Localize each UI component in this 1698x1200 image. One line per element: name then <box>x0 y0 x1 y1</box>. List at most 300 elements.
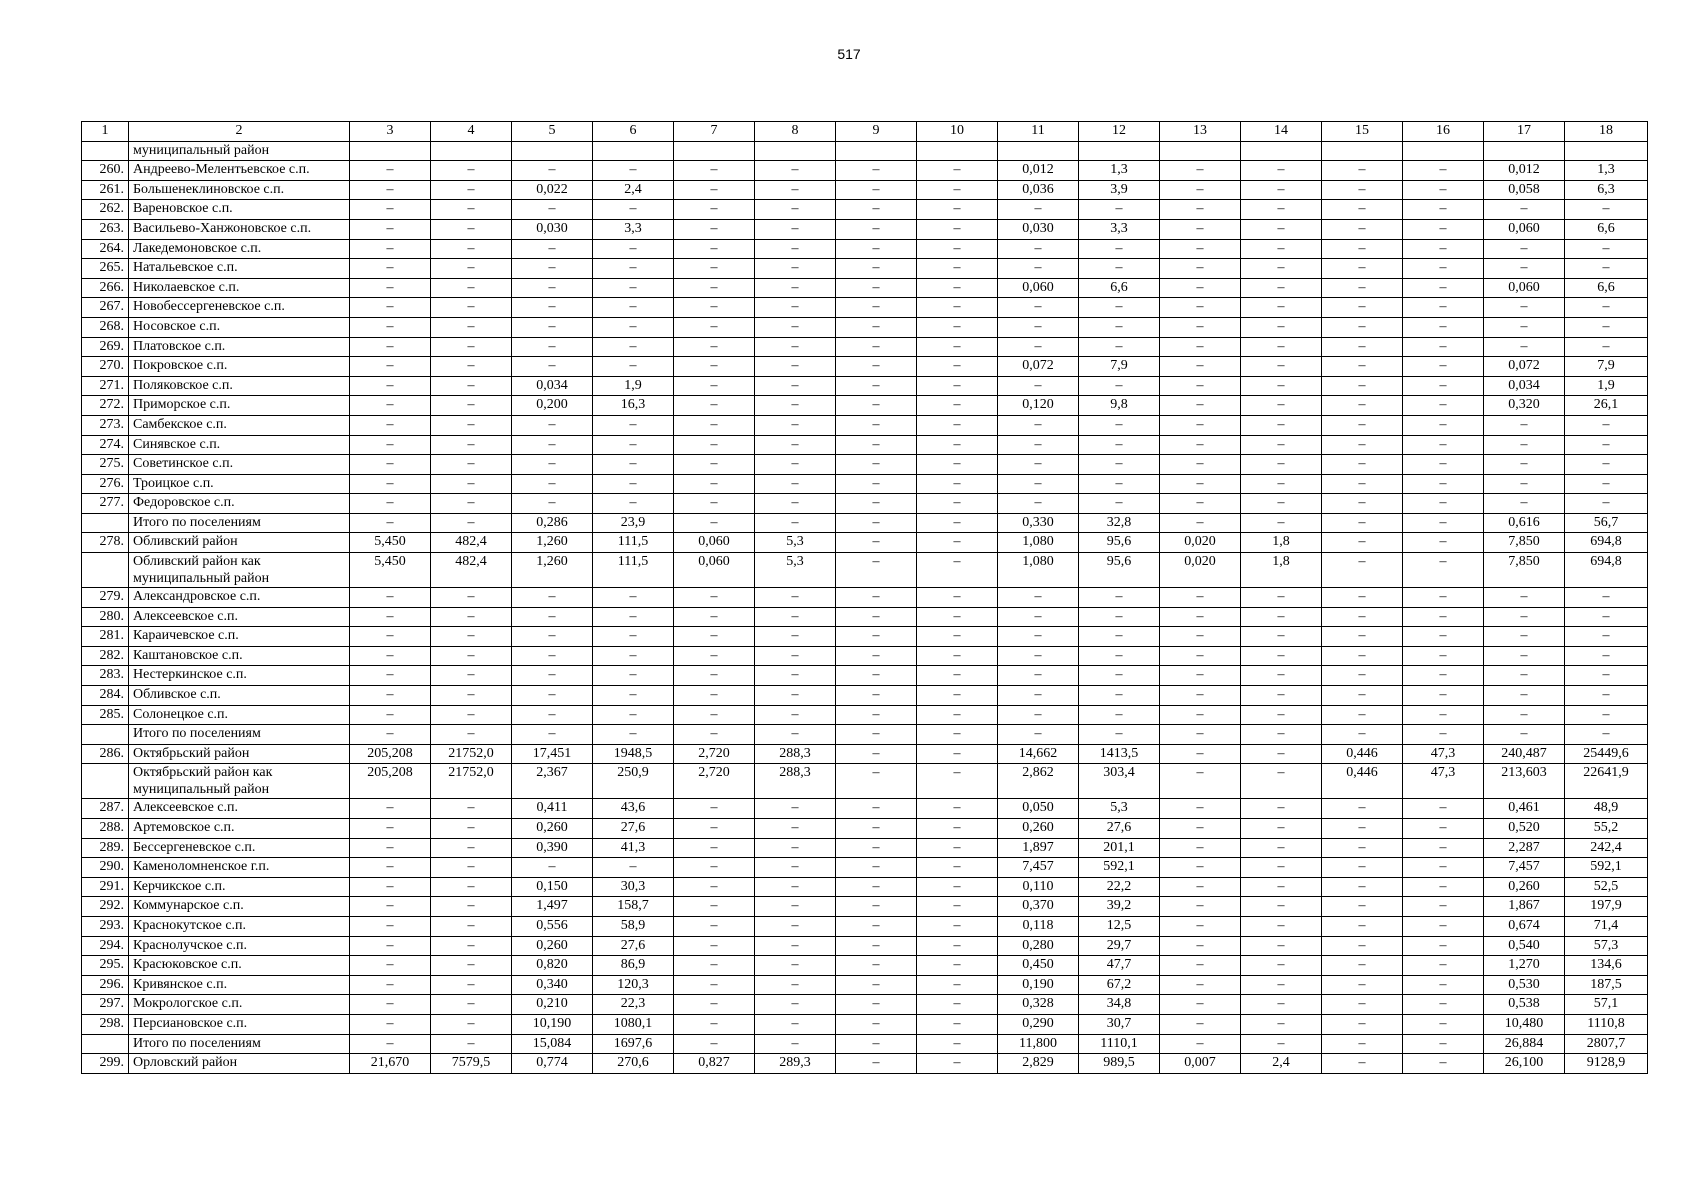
row-name: Мокрологское с.п. <box>129 995 350 1015</box>
table-cell: – <box>1565 607 1648 627</box>
table-row <box>82 376 1648 396</box>
column-header: 17 <box>1484 122 1565 142</box>
table-cell: – <box>674 936 755 956</box>
table-cell: – <box>593 161 674 181</box>
table-cell: 0,328 <box>998 995 1079 1015</box>
table-cell: – <box>512 494 593 514</box>
row-name: Алексеевское с.п. <box>129 799 350 819</box>
table-cell: 2,4 <box>1241 1054 1322 1074</box>
row-number <box>82 141 129 161</box>
table-row <box>82 278 1648 298</box>
table-cell: – <box>1241 897 1322 917</box>
table-cell: – <box>431 627 512 647</box>
row-number <box>82 553 129 588</box>
table-cell: 26,100 <box>1484 1054 1565 1074</box>
table-cell: – <box>350 219 431 239</box>
table-cell: – <box>1322 588 1403 608</box>
table-cell: 0,034 <box>512 376 593 396</box>
table-cell: – <box>1241 1014 1322 1034</box>
row-number: 281. <box>82 627 129 647</box>
table-cell: – <box>998 259 1079 279</box>
table-cell: – <box>1241 1034 1322 1054</box>
table-cell: – <box>593 298 674 318</box>
table-cell: 213,603 <box>1484 764 1565 799</box>
table-cell: – <box>1241 161 1322 181</box>
table-cell: – <box>674 455 755 475</box>
table-cell: 205,208 <box>350 744 431 764</box>
table-cell: – <box>1241 317 1322 337</box>
table-cell: 95,6 <box>1079 553 1160 588</box>
table-cell: – <box>512 705 593 725</box>
table-row <box>82 1014 1648 1034</box>
table-cell: 1,260 <box>512 553 593 588</box>
table-cell: – <box>836 396 917 416</box>
table-cell: – <box>1565 435 1648 455</box>
table-cell: – <box>1322 396 1403 416</box>
table-cell: 0,320 <box>1484 396 1565 416</box>
table-cell: – <box>512 357 593 377</box>
table-cell: – <box>674 725 755 745</box>
row-name: Каштановское с.п. <box>129 646 350 666</box>
table-cell: – <box>1565 239 1648 259</box>
table-cell: – <box>1322 799 1403 819</box>
table-cell: 2807,7 <box>1565 1034 1648 1054</box>
table-cell: – <box>917 219 998 239</box>
table-cell: – <box>350 995 431 1015</box>
table-cell: 187,5 <box>1565 975 1648 995</box>
table-cell: – <box>998 686 1079 706</box>
table-cell: – <box>674 494 755 514</box>
table-cell: 47,7 <box>1079 956 1160 976</box>
table-cell: – <box>1565 705 1648 725</box>
table-cell: – <box>512 588 593 608</box>
table-cell: – <box>674 897 755 917</box>
table-cell: 0,390 <box>512 838 593 858</box>
table-cell: – <box>755 200 836 220</box>
row-number: 278. <box>82 533 129 553</box>
row-name: Артемовское с.п. <box>129 819 350 839</box>
table-cell: 1,9 <box>593 376 674 396</box>
table-cell: – <box>917 975 998 995</box>
table-cell: 482,4 <box>431 553 512 588</box>
table-cell: – <box>1484 607 1565 627</box>
table-cell: – <box>674 1034 755 1054</box>
table-row <box>82 513 1648 533</box>
table-cell: – <box>1079 455 1160 475</box>
table-cell: – <box>1565 474 1648 494</box>
row-name: Орловский район <box>129 1054 350 1074</box>
table-cell: – <box>998 435 1079 455</box>
table-cell: 16,3 <box>593 396 674 416</box>
table-cell: – <box>350 415 431 435</box>
row-name: Андреево-Мелентьевское с.п. <box>129 161 350 181</box>
row-name: Троицкое с.п. <box>129 474 350 494</box>
table-cell: – <box>1241 376 1322 396</box>
table-cell: 48,9 <box>1565 799 1648 819</box>
table-cell: 7,850 <box>1484 553 1565 588</box>
table-row <box>82 239 1648 259</box>
table-cell: – <box>755 588 836 608</box>
table-cell: – <box>917 357 998 377</box>
table-cell: 120,3 <box>593 975 674 995</box>
row-name: Алексеевское с.п. <box>129 607 350 627</box>
row-number: 274. <box>82 435 129 455</box>
table-row <box>82 666 1648 686</box>
table-row <box>82 725 1648 745</box>
table-cell: – <box>1160 877 1241 897</box>
table-cell: – <box>674 396 755 416</box>
table-cell: – <box>593 455 674 475</box>
table-cell: – <box>1160 337 1241 357</box>
table-cell: – <box>1322 278 1403 298</box>
table-cell: – <box>1403 435 1484 455</box>
table-cell: – <box>1322 415 1403 435</box>
table-cell: – <box>1403 975 1484 995</box>
table-cell: 27,6 <box>593 936 674 956</box>
table-cell: – <box>674 686 755 706</box>
table-row <box>82 819 1648 839</box>
row-name: Александровское с.п. <box>129 588 350 608</box>
table-cell: – <box>1403 553 1484 588</box>
row-number <box>82 764 129 799</box>
table-cell: – <box>1241 219 1322 239</box>
table-cell: – <box>350 877 431 897</box>
table-cell: 0,060 <box>674 533 755 553</box>
row-number: 264. <box>82 239 129 259</box>
table-cell: 15,084 <box>512 1034 593 1054</box>
table-cell: 0,411 <box>512 799 593 819</box>
table-cell: 6,3 <box>1565 180 1648 200</box>
table-cell: – <box>350 916 431 936</box>
table-row <box>82 916 1648 936</box>
table-cell: – <box>1322 317 1403 337</box>
table-cell: 592,1 <box>1079 858 1160 878</box>
table-cell: – <box>755 646 836 666</box>
table-cell: – <box>836 435 917 455</box>
table-cell: – <box>1403 858 1484 878</box>
table-cell: – <box>431 838 512 858</box>
row-number: 289. <box>82 838 129 858</box>
table-cell: – <box>1403 298 1484 318</box>
table-cell: – <box>998 588 1079 608</box>
table-cell: 0,210 <box>512 995 593 1015</box>
table-cell: 9128,9 <box>1565 1054 1648 1074</box>
table-cell: – <box>674 858 755 878</box>
table-cell: – <box>1160 298 1241 318</box>
table-cell: – <box>1241 200 1322 220</box>
table-cell: 22,3 <box>593 995 674 1015</box>
table-cell: – <box>350 239 431 259</box>
table-cell: – <box>431 200 512 220</box>
table-cell: – <box>1403 607 1484 627</box>
table-cell: 0,280 <box>998 936 1079 956</box>
table-cell: – <box>917 1034 998 1054</box>
table-row <box>82 588 1648 608</box>
table-cell: – <box>755 877 836 897</box>
table-cell: – <box>1322 819 1403 839</box>
table-row <box>82 415 1648 435</box>
table-cell: – <box>512 337 593 357</box>
row-number: 286. <box>82 744 129 764</box>
table-cell: 30,7 <box>1079 1014 1160 1034</box>
table-cell: – <box>1160 764 1241 799</box>
table-cell: – <box>1241 607 1322 627</box>
table-cell: – <box>836 646 917 666</box>
table-row <box>82 764 1648 799</box>
row-name: Красюковское с.п. <box>129 956 350 976</box>
table-row <box>82 936 1648 956</box>
table-cell: – <box>836 858 917 878</box>
table-cell: – <box>431 607 512 627</box>
row-number: 260. <box>82 161 129 181</box>
row-number: 299. <box>82 1054 129 1074</box>
table-cell: – <box>593 607 674 627</box>
table-cell: – <box>431 259 512 279</box>
table-cell: 1,3 <box>1565 161 1648 181</box>
table-cell: – <box>431 956 512 976</box>
table-cell: – <box>1241 239 1322 259</box>
table-cell: – <box>1160 161 1241 181</box>
table-cell: 26,884 <box>1484 1034 1565 1054</box>
table-cell: – <box>1322 1034 1403 1054</box>
table-cell: – <box>1241 838 1322 858</box>
table-cell: – <box>674 200 755 220</box>
table-cell: – <box>917 897 998 917</box>
table-cell: – <box>998 200 1079 220</box>
table-cell: – <box>1403 1014 1484 1034</box>
table-cell: – <box>755 956 836 976</box>
table-cell: 1697,6 <box>593 1034 674 1054</box>
table-cell: – <box>917 799 998 819</box>
table-cell: – <box>1403 1034 1484 1054</box>
table-cell: – <box>917 455 998 475</box>
row-name: Каменоломненское г.п. <box>129 858 350 878</box>
table-cell: – <box>1403 588 1484 608</box>
table-cell: – <box>512 725 593 745</box>
table-cell: – <box>1160 588 1241 608</box>
table-cell <box>350 141 431 161</box>
table-cell: – <box>836 975 917 995</box>
table-cell: – <box>1322 1014 1403 1034</box>
table-cell: 2,287 <box>1484 838 1565 858</box>
table-cell: 303,4 <box>1079 764 1160 799</box>
table-cell: – <box>1079 705 1160 725</box>
table-cell: 592,1 <box>1565 858 1648 878</box>
table-cell <box>431 141 512 161</box>
table-cell: – <box>1160 1014 1241 1034</box>
table-cell: 0,007 <box>1160 1054 1241 1074</box>
table-cell: – <box>1079 415 1160 435</box>
table-cell: – <box>1079 646 1160 666</box>
table-cell: – <box>593 200 674 220</box>
table-cell: – <box>350 838 431 858</box>
table-cell: 6,6 <box>1565 219 1648 239</box>
table-cell: – <box>1403 838 1484 858</box>
row-number: 277. <box>82 494 129 514</box>
table-cell: – <box>1403 337 1484 357</box>
table-cell: – <box>350 686 431 706</box>
column-header: 10 <box>917 122 998 142</box>
table-cell: 0,540 <box>1484 936 1565 956</box>
table-cell: – <box>836 474 917 494</box>
table-cell: 1,897 <box>998 838 1079 858</box>
table-cell: – <box>1079 474 1160 494</box>
table-cell: – <box>1403 1054 1484 1074</box>
table-cell <box>1403 141 1484 161</box>
table-cell: – <box>1565 725 1648 745</box>
row-number: 267. <box>82 298 129 318</box>
table-cell: – <box>1484 474 1565 494</box>
table-cell: – <box>1565 646 1648 666</box>
row-number: 282. <box>82 646 129 666</box>
table-cell: – <box>1322 180 1403 200</box>
row-name: Караичевское с.п. <box>129 627 350 647</box>
table-cell: – <box>512 278 593 298</box>
table-cell: 0,012 <box>998 161 1079 181</box>
table-cell: – <box>674 219 755 239</box>
table-cell: 0,030 <box>512 219 593 239</box>
table-cell: – <box>1322 474 1403 494</box>
table-cell: – <box>674 376 755 396</box>
row-name: Натальевское с.п. <box>129 259 350 279</box>
row-name: Николаевское с.п. <box>129 278 350 298</box>
table-cell: 6,6 <box>1565 278 1648 298</box>
table-cell: – <box>1079 259 1160 279</box>
row-name: Краснолучское с.п. <box>129 936 350 956</box>
table-cell: – <box>1322 494 1403 514</box>
table-cell: – <box>593 686 674 706</box>
table-cell: – <box>512 686 593 706</box>
table-cell: – <box>836 239 917 259</box>
table-cell: – <box>1565 337 1648 357</box>
table-cell: – <box>350 646 431 666</box>
table-cell: – <box>1079 200 1160 220</box>
table-cell: – <box>755 838 836 858</box>
table-row <box>82 838 1648 858</box>
row-number: 293. <box>82 916 129 936</box>
table-row <box>82 337 1648 357</box>
table-body <box>82 141 1648 1073</box>
table-cell: – <box>836 513 917 533</box>
table-cell: 0,110 <box>998 877 1079 897</box>
table-cell: – <box>1241 278 1322 298</box>
table-cell: – <box>674 357 755 377</box>
table-cell: 95,6 <box>1079 533 1160 553</box>
table-cell: – <box>1565 200 1648 220</box>
table-cell: – <box>512 607 593 627</box>
table-cell: – <box>836 533 917 553</box>
table-cell: – <box>836 337 917 357</box>
table-cell: – <box>1160 686 1241 706</box>
table-cell: 47,3 <box>1403 744 1484 764</box>
table-cell: – <box>350 474 431 494</box>
table-cell: – <box>1403 725 1484 745</box>
table-cell: 7,9 <box>1565 357 1648 377</box>
row-number: 291. <box>82 877 129 897</box>
table-cell: – <box>1322 259 1403 279</box>
row-number: 288. <box>82 819 129 839</box>
table-cell: 1110,1 <box>1079 1034 1160 1054</box>
table-row <box>82 956 1648 976</box>
table-cell: – <box>1241 995 1322 1015</box>
table-cell: 1,3 <box>1079 161 1160 181</box>
table-row <box>82 141 1648 161</box>
table-cell: – <box>1322 357 1403 377</box>
table-cell: – <box>1484 317 1565 337</box>
table-cell: – <box>674 995 755 1015</box>
column-header: 4 <box>431 122 512 142</box>
table-cell: – <box>1160 219 1241 239</box>
page-number: 517 <box>837 46 861 62</box>
table-cell: – <box>1322 936 1403 956</box>
table-cell: 26,1 <box>1565 396 1648 416</box>
table-cell: – <box>431 239 512 259</box>
data-table <box>81 121 1648 1074</box>
row-number: 269. <box>82 337 129 357</box>
table-cell: 2,829 <box>998 1054 1079 1074</box>
table-cell: – <box>1322 1054 1403 1074</box>
table-cell: – <box>836 259 917 279</box>
row-name: Советинское с.п. <box>129 455 350 475</box>
table-cell: – <box>1160 799 1241 819</box>
table-cell: – <box>431 317 512 337</box>
table-cell: – <box>917 588 998 608</box>
table-cell: – <box>1079 239 1160 259</box>
table-cell: – <box>1079 627 1160 647</box>
table-cell: – <box>1079 337 1160 357</box>
row-number: 285. <box>82 705 129 725</box>
table-cell: – <box>674 666 755 686</box>
table-cell: – <box>917 553 998 588</box>
table-cell: 3,3 <box>1079 219 1160 239</box>
table-cell: – <box>917 533 998 553</box>
table-cell: – <box>1241 666 1322 686</box>
table-cell: 0,020 <box>1160 533 1241 553</box>
table-cell: – <box>431 897 512 917</box>
table-cell: – <box>431 799 512 819</box>
table-cell: – <box>1160 975 1241 995</box>
table-cell: – <box>1079 725 1160 745</box>
table-cell: – <box>836 607 917 627</box>
table-cell: – <box>1079 607 1160 627</box>
table-cell: – <box>674 819 755 839</box>
table-cell: – <box>350 936 431 956</box>
table-cell: – <box>1160 317 1241 337</box>
table-cell: – <box>1079 494 1160 514</box>
table-cell: – <box>1160 956 1241 976</box>
table-cell: – <box>1160 200 1241 220</box>
table-row <box>82 1034 1648 1054</box>
table-cell: – <box>1241 474 1322 494</box>
table-cell: – <box>1322 858 1403 878</box>
table-cell: 1,080 <box>998 533 1079 553</box>
table-cell: 12,5 <box>1079 916 1160 936</box>
table-cell: 0,827 <box>674 1054 755 1074</box>
table-cell: – <box>1079 588 1160 608</box>
row-name: Бессергеневское с.п. <box>129 838 350 858</box>
table-cell: – <box>755 936 836 956</box>
row-name: Октябрьский район как муниципальный район <box>129 764 350 799</box>
table-cell: – <box>836 877 917 897</box>
row-number: 272. <box>82 396 129 416</box>
table-cell: – <box>917 646 998 666</box>
table-cell: 9,8 <box>1079 396 1160 416</box>
table-cell: – <box>674 259 755 279</box>
table-cell <box>1565 141 1648 161</box>
table-cell: – <box>1160 239 1241 259</box>
table-cell: – <box>1322 161 1403 181</box>
table-cell: 22,2 <box>1079 877 1160 897</box>
